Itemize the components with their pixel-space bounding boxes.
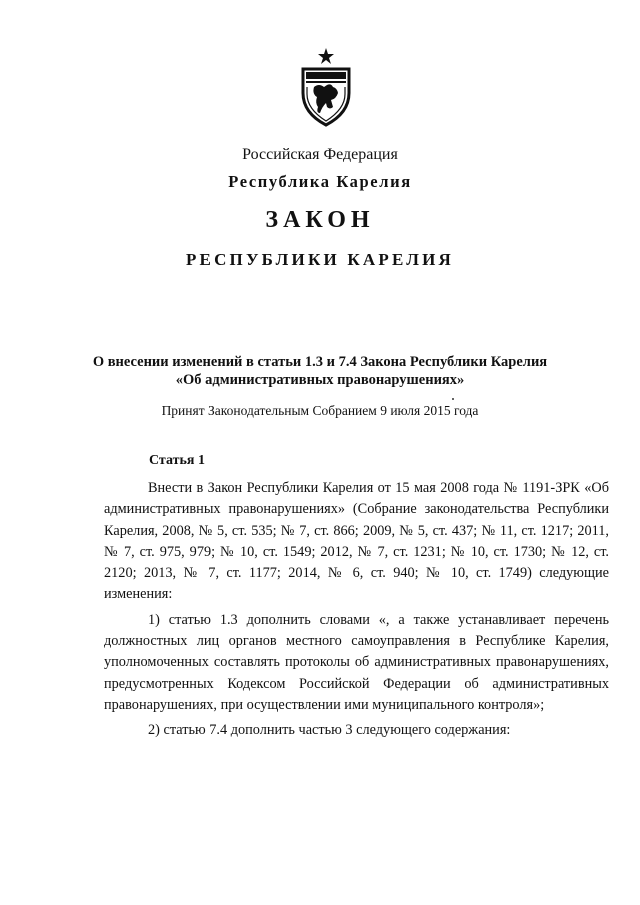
article-heading: Статья 1 bbox=[149, 453, 205, 468]
karelia-coat-of-arms-icon bbox=[297, 47, 355, 127]
document-type-heading: ЗАКОН bbox=[265, 207, 375, 233]
article-body bbox=[104, 478, 609, 742]
law-title-line-1: О внесении изменений в статьи 1.3 и 7.4 Закона Республики Карелия bbox=[92, 354, 548, 370]
article-paragraph: 2) статью 7.4 дополнить частью 3 следующего содержания: bbox=[148, 722, 511, 739]
adoption-note: Принят Законодательным Собранием 9 июля 2015 года bbox=[161, 403, 479, 418]
issuer-heading: РЕСПУБЛИКИ КАРЕЛИЯ bbox=[185, 250, 455, 269]
article-paragraph: Внести в Закон Республики Карелия от 15 мая 2008 года № 1191-ЗРК «Об административных правонарушениях» (Собрание законодательства Республики Карелия, 2008, № 5, ст. 535; № 7, ст. 866; 2009, № 5, ст. 437; № 11, ст. 1217; 2011, № 7, ст. 975, 979; № 10, ст. 1549; 2012, № 7, ст. 1231; № 10, ст. 1730; № 12, ст. 2120; 2013, № 7, ст. 1177; 2014, № 6, ст. 940; № 10, ст. 1749) следующие изменения: bbox=[104, 480, 609, 603]
law-title-line-2: «Об административных правонарушениях» bbox=[175, 372, 465, 388]
speck-mark bbox=[452, 398, 454, 400]
article-paragraph: 1) статью 1.3 дополнить словами «, а также устанавливает перечень должностных лиц органов местного самоуправления в Республике Карелия, уполномоченных составлять протоколы об административных правонарушениях, предусмотренных Кодексом Российской Федерации об административных правонарушениях, при осуществлении ими муниципального контроля»; bbox=[104, 611, 609, 713]
republic-label: Республика Карелия bbox=[228, 172, 412, 191]
federation-label: Российская Федерация bbox=[242, 146, 398, 163]
